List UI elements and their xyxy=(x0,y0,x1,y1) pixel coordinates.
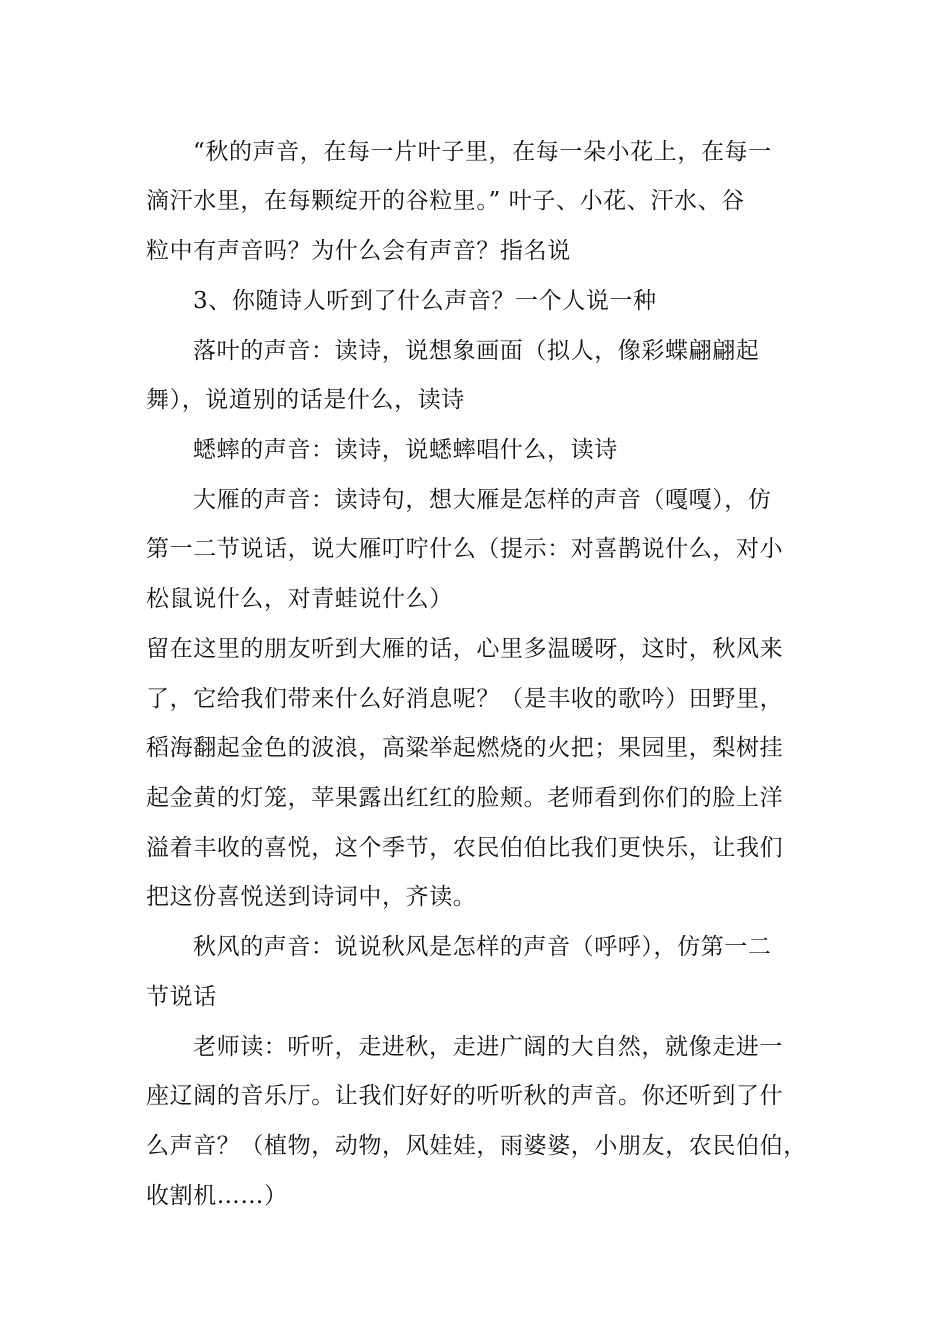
text-line: 了，它给我们带来什么好消息呢？（是丰收的歌吟）田野里， xyxy=(146,686,784,712)
text-line: 座辽阔的音乐厅。让我们好好的听听秋的声音。你还听到了什 xyxy=(146,1083,784,1109)
text-line: 节说话 xyxy=(146,984,217,1010)
text-line: 粒中有声音吗？为什么会有声音？指名说 xyxy=(146,238,571,264)
text-line: 稻海翻起金色的波浪，高粱举起燃烧的火把；果园里，梨树挂 xyxy=(146,735,784,761)
text-line: 把这份喜悦送到诗词中，齐读。 xyxy=(146,884,477,910)
text-line: 蟋蟀的声音：读诗，说蟋蟀唱什么，读诗 xyxy=(193,437,618,463)
text-line: 收割机……） xyxy=(146,1183,288,1209)
text-line: “秋的声音，在每一片叶子里，在每一朵小花上，在每一 xyxy=(193,139,772,165)
text-line: 舞），说道别的话是什么，读诗 xyxy=(146,387,465,413)
text-line: 松鼠说什么，对青蛙说什么） xyxy=(146,586,453,612)
text-line: 滴汗水里，在每颗绽开的谷粒里。” 叶子、小花、汗水、谷 xyxy=(146,188,745,214)
text-line: 溢着丰收的喜悦，这个季节，农民伯伯比我们更快乐，让我们 xyxy=(146,835,784,861)
text-line: 大雁的声音：读诗句，想大雁是怎样的声音（嘎嘎），仿 xyxy=(193,487,772,513)
text-line: 么声音？（植物，动物，风娃娃，雨婆婆，小朋友，农民伯伯， xyxy=(146,1133,807,1159)
text-line: 3、你随诗人听到了什么声音？一个人说一种 xyxy=(193,288,657,314)
text-line: 老师读：听听，走进秋，走进广阔的大自然，就像走进一 xyxy=(193,1034,783,1060)
text-line: 留在这里的朋友听到大雁的话，心里多温暖呀，这时，秋风来 xyxy=(146,636,784,662)
text-line: 第一二节说话，说大雁叮咛什么（提示：对喜鹊说什么，对小 xyxy=(146,536,784,562)
text-line: 起金黄的灯笼，苹果露出红红的脸颊。老师看到你们的脸上洋 xyxy=(146,785,784,811)
text-line: 秋风的声音：说说秋风是怎样的声音（呼呼），仿第一二 xyxy=(193,934,772,960)
text-line: 落叶的声音：读诗，说想象画面（拟人，像彩蝶翩翩起 xyxy=(193,338,760,364)
